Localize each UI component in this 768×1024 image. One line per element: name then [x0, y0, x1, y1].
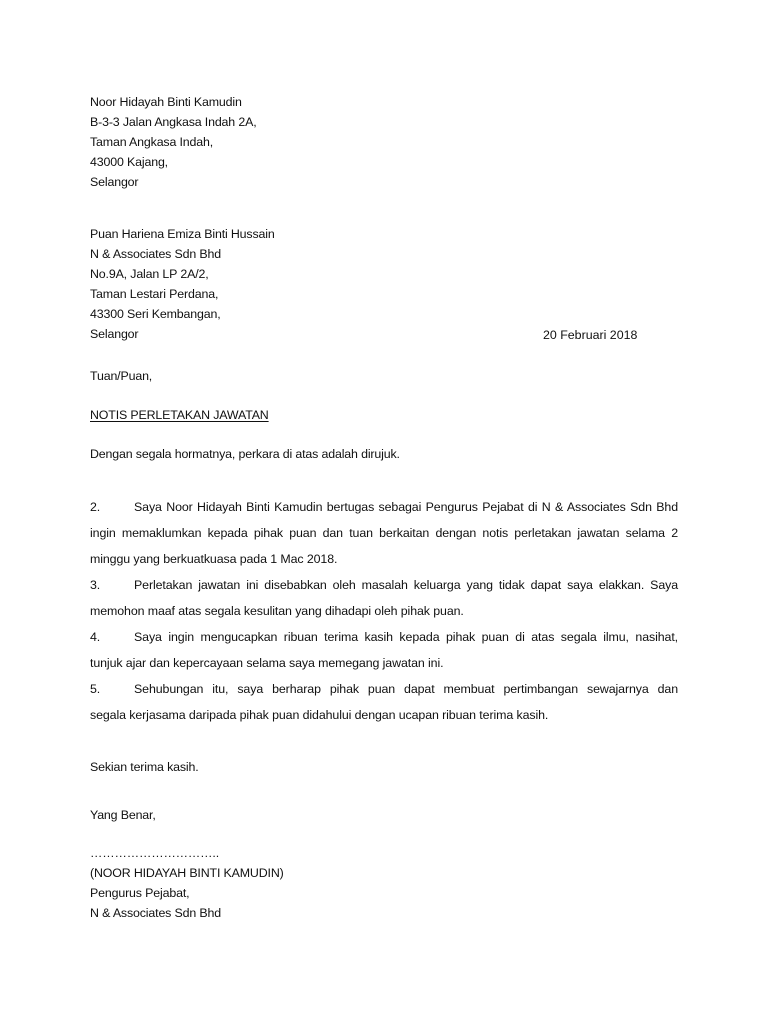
recipient-company: N & Associates Sdn Bhd [90, 247, 222, 261]
recipient-state: Selangor [90, 327, 139, 341]
signatory-title: Pengurus Pejabat, [90, 886, 190, 900]
signatory-company: N & Associates Sdn Bhd [90, 906, 222, 920]
signature-dots: ………………………….. [90, 846, 219, 860]
sender-street: B-3-3 Jalan Angkasa Indah 2A, [90, 115, 257, 129]
paragraph-line [90, 572, 678, 598]
valediction: Yang Benar, [90, 808, 156, 822]
paragraph-2 [90, 494, 678, 572]
signature-block [90, 843, 284, 923]
paragraph-text: Perletakan jawatan ini disebabkan oleh masalah keluarga yang tidak dapat saya elakkan. Saya [134, 578, 678, 592]
paragraph-number: 5. [90, 682, 101, 696]
signatory-name: (NOOR HIDAYAH BINTI KAMUDIN) [90, 866, 284, 880]
sender-address [90, 92, 256, 192]
sender-name: Noor Hidayah Binti Kamudin [90, 95, 242, 109]
paragraph-line: tunjuk ajar dan kepercayaan selama saya memegang jawatan ini. [90, 656, 444, 670]
opening-line: Dengan segala hormatnya, perkara di atas adalah dirujuk. [90, 447, 400, 461]
body-paragraphs [90, 494, 678, 728]
recipient-street: No.9A, Jalan LP 2A/2, [90, 267, 209, 281]
paragraph-line: memohon maaf atas segala kesulitan yang dihadapi oleh pihak puan. [90, 604, 464, 618]
sender-state: Selangor [90, 175, 139, 189]
paragraph-text: Saya Noor Hidayah Binti Kamudin bertugas sebagai Pengurus Pejabat di N & Associates Sdn Bhd [134, 500, 678, 514]
subject-heading: NOTIS PERLETAKAN JAWATAN [90, 408, 269, 422]
paragraph-line: ingin memaklumkan kepada pihak puan dan tuan berkaitan dengan notis perletakan jawatan selama 2 [90, 526, 678, 540]
paragraph-line: segala kerjasama daripada pihak puan didahului dengan ucapan ribuan terima kasih. [90, 708, 549, 722]
paragraph-text: Sehubungan itu, saya berharap pihak puan dapat membuat pertimbangan sewajarnya dan [134, 682, 678, 696]
recipient-postcode: 43300 Seri Kembangan, [90, 307, 221, 321]
paragraph-line [90, 676, 678, 702]
recipient-name: Puan Hariena Emiza Binti Hussain [90, 227, 275, 241]
paragraph-3 [90, 572, 678, 624]
paragraph-line [90, 494, 678, 520]
salutation: Tuan/Puan, [90, 369, 153, 383]
paragraph-number: 2. [90, 500, 101, 514]
sender-postcode: 43000 Kajang, [90, 155, 168, 169]
paragraph-line [90, 624, 678, 650]
recipient-area: Taman Lestari Perdana, [90, 287, 219, 301]
paragraph-number: 4. [90, 630, 101, 644]
paragraph-4 [90, 624, 678, 676]
sender-area: Taman Angkasa Indah, [90, 135, 214, 149]
letter-date: 20 Februari 2018 [543, 328, 638, 342]
closing-line: Sekian terima kasih. [90, 760, 199, 774]
paragraph-line: minggu yang berkuatkuasa pada 1 Mac 2018. [90, 552, 338, 566]
paragraph-number: 3. [90, 578, 101, 592]
paragraph-text: Saya ingin mengucapkan ribuan terima kasih kepada pihak puan di atas segala ilmu, nasihat, [134, 630, 678, 644]
paragraph-5 [90, 676, 678, 728]
recipient-address [90, 224, 275, 344]
